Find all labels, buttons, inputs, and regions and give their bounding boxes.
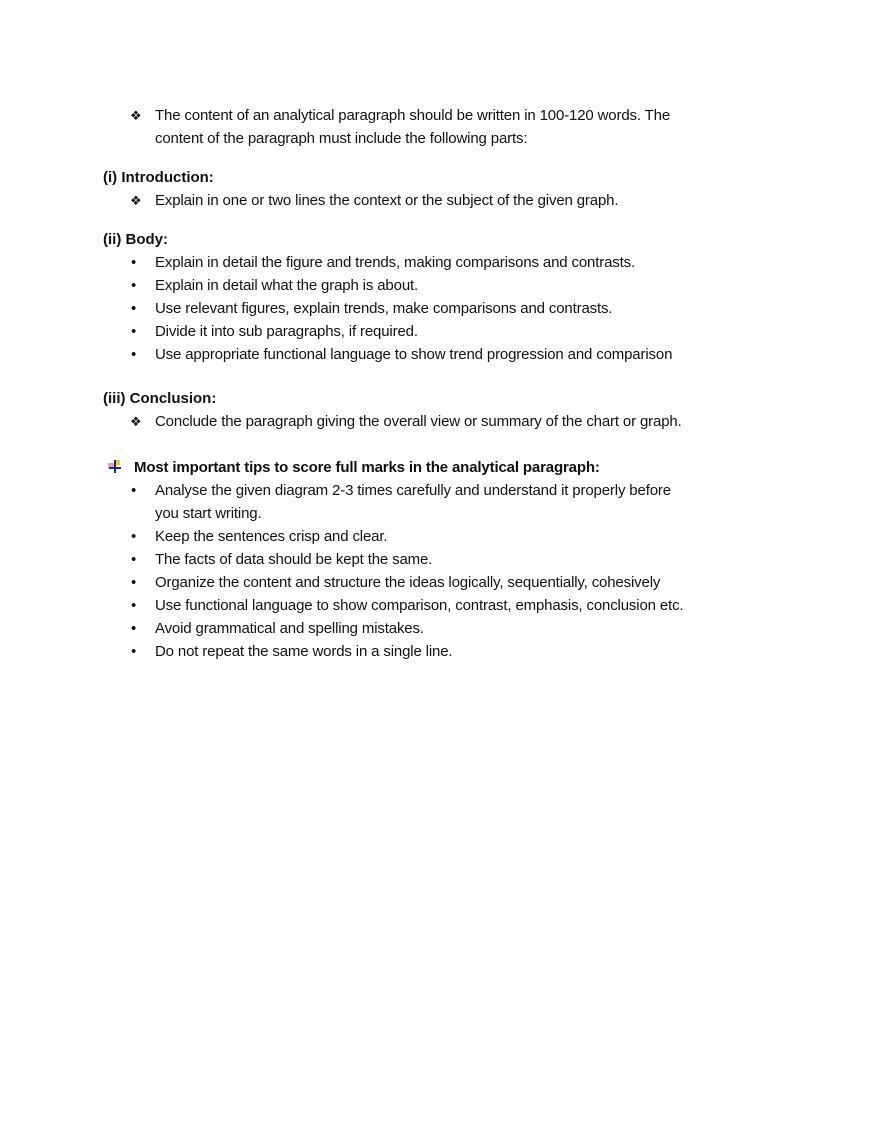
tips-list: [0, 479, 880, 663]
conclusion-heading: (iii) Conclusion:: [103, 390, 217, 407]
diamond-bullet-icon: ❖: [130, 193, 142, 208]
list-item: [0, 525, 880, 548]
list-item: [0, 251, 880, 274]
bullet-icon: •: [131, 574, 137, 591]
list-item-text: Use appropriate functional language to show trend progression and comparison: [155, 346, 673, 363]
bullet-icon: •: [131, 323, 137, 340]
diamond-bullet-icon: ❖: [130, 414, 142, 429]
body-list: [0, 251, 880, 366]
list-item-text: Conclude the paragraph giving the overall view or summary of the chart or graph.: [155, 413, 682, 430]
list-item-text: Use functional language to show comparison, contrast, emphasis, conclusion etc.: [155, 597, 684, 614]
list-item-text: Analyse the given diagram 2-3 times carefully and understand it properly before: [155, 482, 671, 499]
diamond-bullet-icon: ❖: [130, 108, 142, 123]
conclusion-list: [0, 410, 880, 433]
list-item: [0, 548, 880, 571]
bullet-icon: •: [131, 643, 137, 660]
bullet-icon: •: [131, 254, 137, 271]
list-item: [0, 640, 880, 663]
list-item: [0, 343, 880, 366]
bullet-icon: •: [131, 597, 137, 614]
bullet-icon: •: [131, 300, 137, 317]
list-item: [0, 594, 880, 617]
list-item-text: Divide it into sub paragraphs, if required.: [155, 323, 418, 340]
list-item-text: Explain in detail the figure and trends, making comparisons and contrasts.: [155, 254, 636, 271]
list-item: [0, 297, 880, 320]
text-line: The content of an analytical paragraph should be written in 100-120 words. The: [155, 107, 671, 124]
list-item-text: Explain in one or two lines the context or the subject of the given graph.: [155, 192, 619, 209]
bullet-icon: •: [131, 551, 137, 568]
bullet-icon: •: [131, 277, 137, 294]
list-item: [0, 410, 880, 433]
list-item-text: Organize the content and structure the ideas logically, sequentially, cohesively: [155, 574, 661, 591]
list-item: [0, 571, 880, 594]
introduction-heading: (i) Introduction:: [103, 169, 214, 186]
introduction-list: [0, 189, 880, 212]
list-item-text: Use relevant figures, explain trends, make comparisons and contrasts.: [155, 300, 613, 317]
bullet-icon: •: [131, 528, 137, 545]
list-item: [0, 189, 880, 212]
list-item-text: Do not repeat the same words in a single line.: [155, 643, 453, 660]
list-item: [0, 617, 880, 640]
list-item-text: Explain in detail what the graph is about.: [155, 277, 419, 294]
list-item-text: Keep the sentences crisp and clear.: [155, 528, 388, 545]
list-item-text: Avoid grammatical and spelling mistakes.: [155, 620, 424, 637]
list-item-text: The facts of data should be kept the same.: [155, 551, 433, 568]
list-item: [0, 479, 880, 502]
intro-bullet: [0, 104, 880, 150]
tips-heading: Most important tips to score full marks in the analytical paragraph:: [134, 459, 600, 476]
list-item: [0, 274, 880, 297]
text-line: content of the paragraph must include the following parts:: [155, 130, 528, 147]
bullet-icon: •: [131, 482, 137, 499]
pushpin-icon: [108, 460, 122, 474]
list-item-text: you start writing.: [155, 505, 262, 522]
bullet-icon: •: [131, 620, 137, 637]
list-item: [0, 320, 880, 343]
body-heading: (ii) Body:: [103, 231, 168, 248]
bullet-icon: •: [131, 346, 137, 363]
